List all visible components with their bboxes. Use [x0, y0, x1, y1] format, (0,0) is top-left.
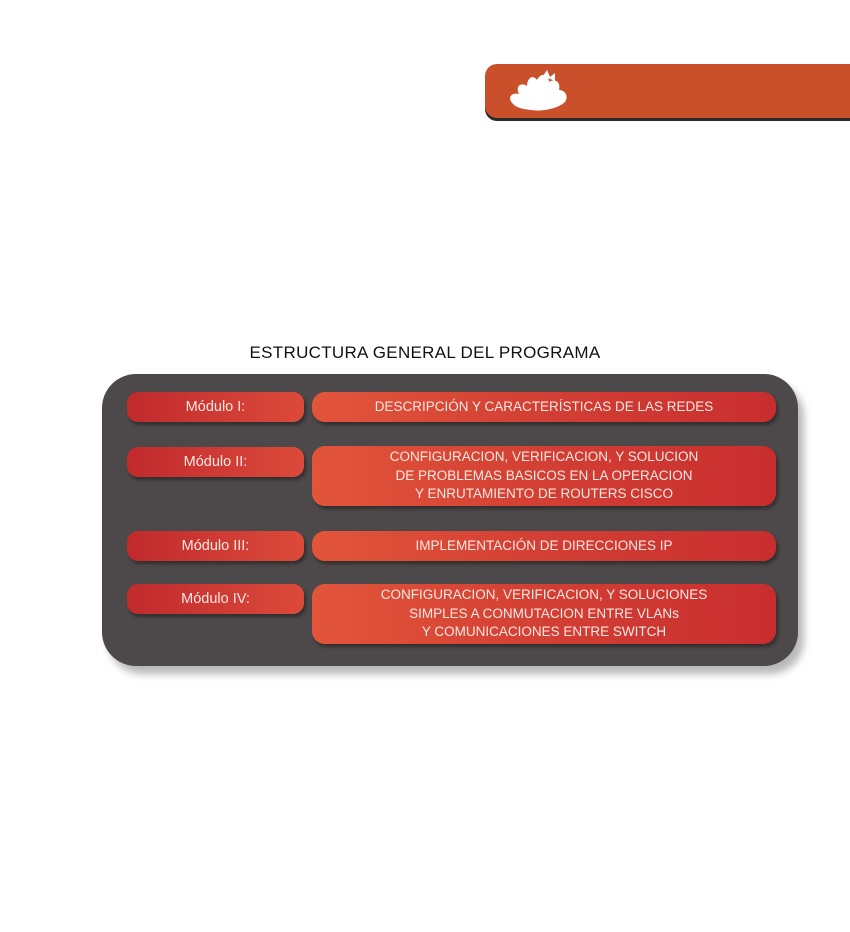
module-1-line-1: DESCRIPCIÓN Y CARACTERÍSTICAS DE LAS REDES — [374, 398, 714, 414]
module-4-line-1: CONFIGURACION, VERIFICACION, Y SOLUCIONES — [380, 587, 708, 603]
module-4-label: Módulo IV: — [127, 584, 304, 614]
module-1-label: Módulo I: — [127, 392, 304, 422]
module-2-line-3: Y ENRUTAMIENTO DE ROUTERS CISCO — [414, 486, 674, 502]
module-4-line-3: Y COMUNICACIONES ENTRE SWITCH — [421, 624, 667, 640]
module-2-label: Módulo II: — [127, 447, 304, 477]
module-2-description — [312, 446, 776, 506]
module-2-line-2: DE PROBLEMAS BASICOS EN LA OPERACION — [395, 467, 693, 483]
module-3-description — [312, 531, 776, 561]
header-bar — [485, 64, 850, 118]
module-3-line-1: IMPLEMENTACIÓN DE DIRECCIONES IP — [415, 537, 673, 553]
module-4-line-2: SIMPLES A CONMUTACION ENTRE VLANs — [409, 605, 679, 621]
module-2-line-1: CONFIGURACION, VERIFICACION, Y SOLUCION — [389, 449, 699, 465]
lotus-icon — [503, 68, 575, 114]
module-1-description — [312, 392, 776, 422]
module-4-description — [312, 584, 776, 644]
diagram-title: ESTRUCTURA GENERAL DEL PROGRAMA — [249, 343, 601, 362]
module-3-label: Módulo III: — [127, 531, 304, 561]
